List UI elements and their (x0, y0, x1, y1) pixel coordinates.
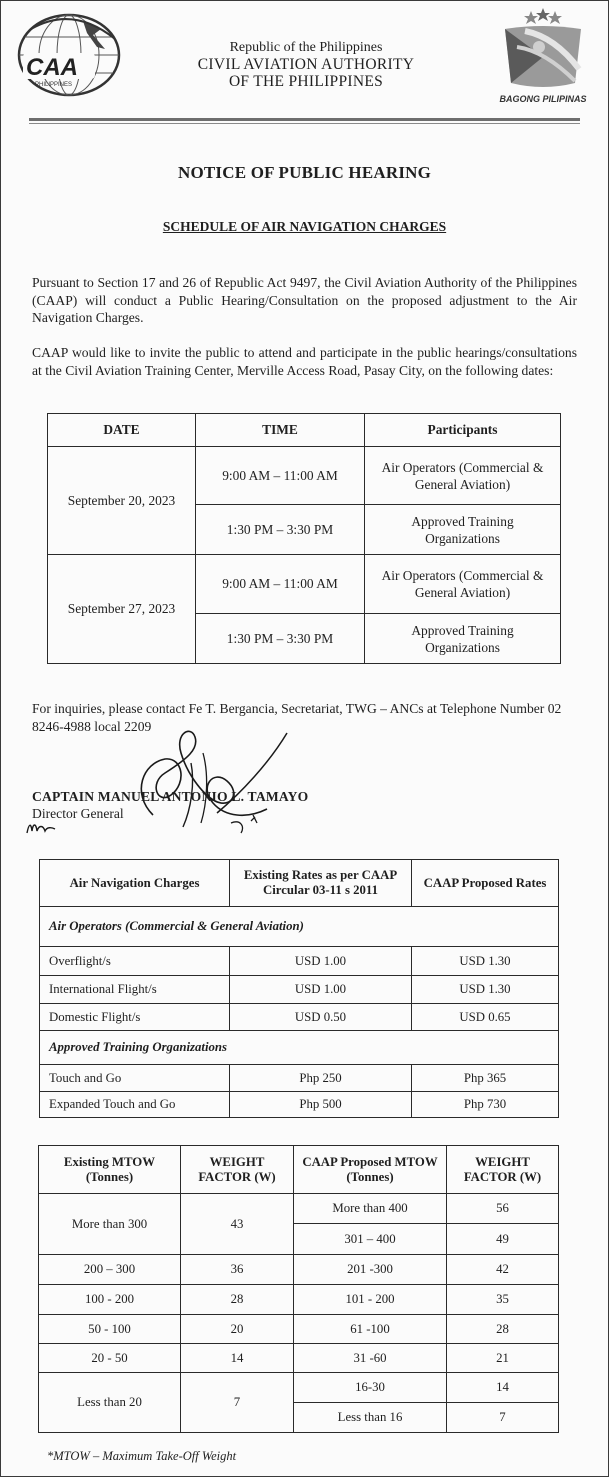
caa-logo-subtext: PHILIPPINES (35, 82, 73, 88)
section-title: Approved Training Organizations (40, 1031, 559, 1065)
hearing-date: September 27, 2023 (48, 555, 196, 664)
existing-rate: Php 250 (230, 1065, 412, 1092)
header-line: FACTOR (W) (198, 1169, 276, 1184)
proposed-mtow: 31 -60 (294, 1344, 447, 1373)
existing-mtow: 50 - 100 (39, 1315, 181, 1344)
existing-factor: 28 (181, 1285, 294, 1315)
initials-mark (23, 817, 63, 837)
existing-factor: 7 (181, 1373, 294, 1433)
participants-line: Air Operators (Commercial & (381, 459, 544, 475)
charges-header-row (40, 860, 559, 907)
republic-line: Republic of the Philippines (229, 40, 383, 55)
proposed-mtow-header (294, 1146, 447, 1194)
existing-rate: USD 0.50 (230, 1004, 412, 1031)
participants-line: Organizations (425, 530, 500, 546)
time-header: TIME (196, 414, 365, 447)
inquiry-contact: For inquiries, please contact Fe T. Bergancia, Secretariat, TWG – ANCs at Telephone Number 02 8246-4988 local 2209 (32, 701, 562, 734)
proposed-factor: 7 (447, 1403, 559, 1433)
proposed-mtow: 101 - 200 (294, 1285, 447, 1315)
header-line: WEIGHT (475, 1154, 530, 1169)
date-header: DATE (48, 414, 196, 447)
proposed-rate: USD 1.30 (412, 976, 559, 1004)
caa-logo (13, 9, 121, 97)
proposed-mtow: More than 400 (294, 1194, 447, 1224)
charge-label: Overflight/s (40, 947, 230, 976)
table-row (40, 1004, 559, 1031)
proposed-factor: 56 (447, 1194, 559, 1224)
hearing-time: 9:00 AM – 11:00 AM (196, 555, 365, 614)
participants-line: Air Operators (Commercial & (381, 568, 544, 583)
notice-title: NOTICE OF PUBLIC HEARING (177, 163, 432, 182)
table-row (48, 555, 561, 614)
charge-label: Touch and Go (40, 1065, 230, 1092)
caa-logo-text: CAA (26, 54, 78, 81)
mtow-table (38, 1145, 559, 1433)
hearing-date: September 20, 2023 (48, 447, 196, 555)
header-line: FACTOR (W) (463, 1169, 542, 1184)
hearing-participants (365, 555, 561, 614)
table-row (39, 1255, 559, 1285)
existing-rate: Php 500 (230, 1092, 412, 1118)
proposed-rate: USD 1.30 (412, 947, 559, 976)
existing-factor: 20 (181, 1315, 294, 1344)
participants-header: Participants (365, 414, 561, 447)
header-line: Existing Rates as per CAAP (243, 868, 398, 882)
bagong-pilipinas-logo (495, 7, 591, 107)
schedule-header-row (48, 414, 561, 447)
charges-header-proposed: CAAP Proposed Rates (412, 860, 559, 907)
table-row (39, 1373, 559, 1403)
table-row (40, 947, 559, 976)
existing-mtow: 20 - 50 (39, 1344, 181, 1373)
header-line: CAAP Proposed MTOW (302, 1154, 438, 1169)
agency-line-2: OF THE PHILIPPINES (228, 73, 384, 90)
header-line: (Tonnes) (85, 1169, 134, 1184)
table-row (40, 1092, 559, 1118)
proposed-factor-header (447, 1146, 559, 1194)
charges-header-existing (230, 860, 412, 907)
header-line: Existing MTOW (63, 1154, 156, 1169)
section-title: Air Operators (Commercial & General Aviation) (40, 907, 559, 947)
existing-rate: USD 1.00 (230, 976, 412, 1004)
table-row (40, 1065, 559, 1092)
signatory-name: CAPTAIN MANUEL ANTONIO L. TAMAYO (32, 789, 309, 804)
participants-line: Approved Training (411, 622, 514, 638)
header-rule-thin (29, 123, 580, 124)
signatory-title: Director General (32, 806, 124, 821)
proposed-factor: 42 (447, 1255, 559, 1285)
invitation-paragraph: CAAP would like to invite the public to attend and participate in the public hearings/consultations at the Civil Aviation Training Center, Merville Access Road, Pasay City, on the following dates: (32, 345, 577, 378)
signature (91, 723, 321, 843)
section-row (40, 907, 559, 947)
hearing-participants (365, 505, 561, 555)
proposed-mtow: 16-30 (294, 1373, 447, 1403)
header-line: (Tonnes) (346, 1169, 394, 1184)
existing-mtow: 100 - 200 (39, 1285, 181, 1315)
table-row (39, 1315, 559, 1344)
existing-mtow: 200 – 300 (39, 1255, 181, 1285)
hearing-participants (365, 614, 561, 664)
header-rule-thick (29, 118, 580, 121)
existing-rate: USD 1.00 (230, 947, 412, 976)
table-row (39, 1285, 559, 1315)
proposed-mtow: 301 – 400 (294, 1224, 447, 1255)
charges-header-name: Air Navigation Charges (40, 860, 230, 907)
participants-line: General Aviation) (414, 476, 511, 492)
hearing-time: 1:30 PM – 3:30 PM (196, 614, 365, 664)
proposed-rate: Php 730 (412, 1092, 559, 1118)
section-row (40, 1031, 559, 1065)
existing-factor: 14 (181, 1344, 294, 1373)
proposed-factor: 28 (447, 1315, 559, 1344)
mtow-header-row (39, 1146, 559, 1194)
charge-label: International Flight/s (40, 976, 230, 1004)
proposed-factor: 49 (447, 1224, 559, 1255)
hearing-time: 9:00 AM – 11:00 AM (196, 447, 365, 505)
mtow-footnote: *MTOW – Maximum Take-Off Weight (47, 1449, 237, 1463)
table-row (40, 976, 559, 1004)
table-row (39, 1194, 559, 1224)
hearing-participants (365, 447, 561, 505)
table-row (39, 1344, 559, 1373)
charge-label: Expanded Touch and Go (40, 1092, 230, 1118)
header-line: WEIGHT (209, 1154, 265, 1169)
existing-factor: 36 (181, 1255, 294, 1285)
table-row (48, 447, 561, 505)
existing-factor-header (181, 1146, 294, 1194)
header-line: Circular 03-11 s 2011 (262, 883, 379, 897)
participants-line: Approved Training (411, 513, 514, 529)
bagong-pilipinas-text: BAGONG PILIPINAS (499, 94, 587, 104)
charges-table (39, 859, 559, 1118)
proposed-rate: USD 0.65 (412, 1004, 559, 1031)
existing-factor: 43 (181, 1194, 294, 1255)
schedule-title: SCHEDULE OF AIR NAVIGATION CHARGES (162, 219, 447, 234)
proposed-factor: 21 (447, 1344, 559, 1373)
participants-line: Organizations (425, 639, 500, 655)
proposed-factor: 14 (447, 1373, 559, 1403)
proposed-mtow: Less than 16 (294, 1403, 447, 1433)
hearing-time: 1:30 PM – 3:30 PM (196, 505, 365, 555)
charge-label: Domestic Flight/s (40, 1004, 230, 1031)
intro-paragraph: Pursuant to Section 17 and 26 of Republic Act 9497, the Civil Aviation Authority of the Philippines (CAAP) will conduct a Public Hearing/Consultation on the proposed adjustment to the Air Navigation Charges. (32, 275, 577, 325)
letterhead (151, 39, 461, 90)
proposed-factor: 35 (447, 1285, 559, 1315)
existing-mtow: Less than 20 (39, 1373, 181, 1433)
proposed-mtow: 61 -100 (294, 1315, 447, 1344)
participants-line: General Aviation) (414, 585, 511, 600)
existing-mtow-header (39, 1146, 181, 1194)
agency-line-1: CIVIL AVIATION AUTHORITY (197, 56, 415, 73)
proposed-mtow: 201 -300 (294, 1255, 447, 1285)
hearing-schedule-table (47, 413, 561, 664)
existing-mtow: More than 300 (39, 1194, 181, 1255)
proposed-rate: Php 365 (412, 1065, 559, 1092)
